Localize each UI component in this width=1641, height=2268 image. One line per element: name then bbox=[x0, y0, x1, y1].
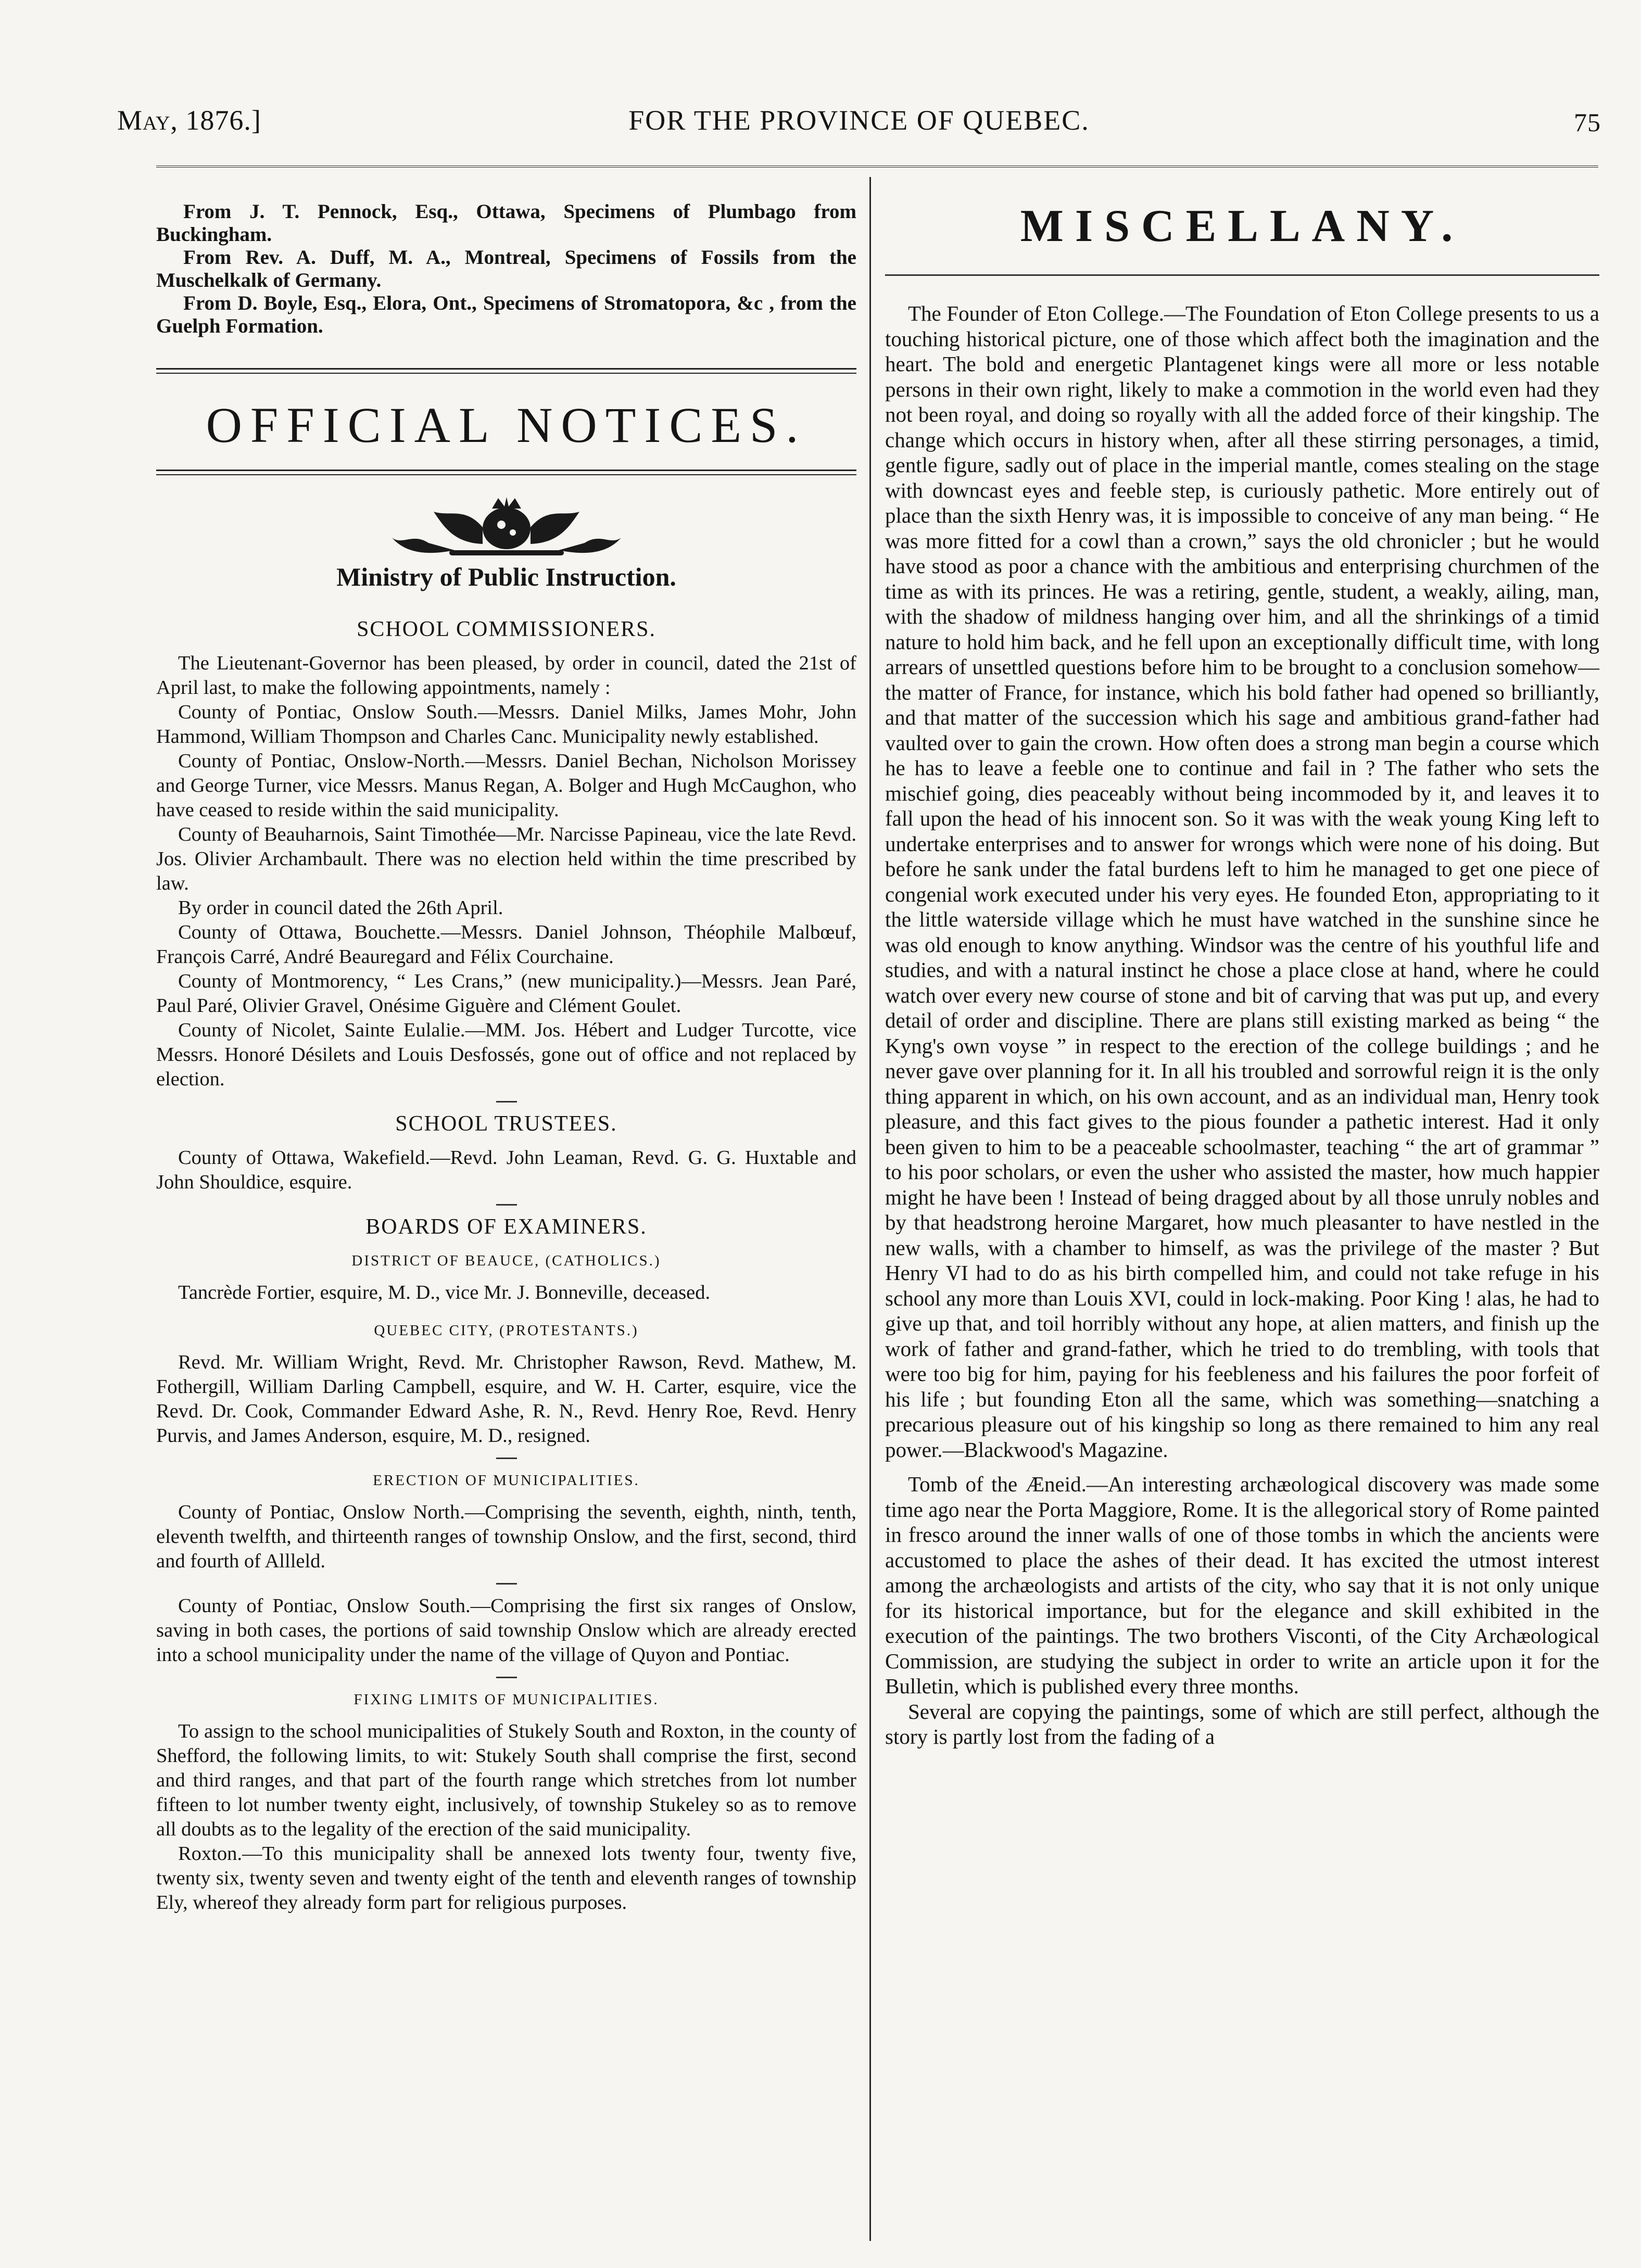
section-rule bbox=[156, 470, 856, 475]
royal-arms-emblem-icon bbox=[371, 496, 642, 559]
donation-entry: From Rev. A. Duff, M. A., Montreal, Specimens of Fossils from the Muschelkalk of Germany. bbox=[156, 246, 856, 292]
notice-paragraph: County of Pontiac, Onslow North.—Comprising the seventh, eighth, ninth, tenth, eleventh twelfth, and thirteenth ranges of township Onslow, and the first, second, third and fourth of Allleld. bbox=[156, 1501, 856, 1572]
notice-paragraph: Revd. Mr. William Wright, Revd. Mr. Christopher Rawson, Revd. Mathew, M. Fothergill, William Darling Campbell, esquire, and W. H. Carter, esquire, vice the Revd. Dr. Cook, Commander Edward Ashe, R. N., Revd. Henry Roe, Revd. Henry Purvis, and James Anderson, esquire, M. D., resigned. bbox=[156, 1351, 856, 1447]
paragraph-gap bbox=[885, 1462, 1599, 1472]
notice-paragraph: County of Beauharnois, Saint Timothée—Mr. Narcisse Papineau, vice the late Revd. Jos. Olivier Archambault. There was no election held within the time prescribed by law. bbox=[156, 823, 856, 894]
school-trustees-heading: SCHOOL TRUSTEES. bbox=[395, 1112, 617, 1136]
notice-paragraph: Roxton.—To this municipality shall be annexed lots twenty four, twenty five, twenty six, twenty seven and twenty eight of the tenth and eleventh ranges of township Ely, whereof they already form part for religious purposes. bbox=[156, 1843, 856, 1914]
column-separator bbox=[869, 177, 871, 2241]
school-commissioners-heading: SCHOOL COMMISSIONERS. bbox=[357, 617, 656, 641]
left-column bbox=[156, 200, 856, 1915]
header-rule bbox=[156, 166, 1598, 172]
notice-paragraph: County of Pontiac, Onslow South.—Comprising the first six ranges of Onslow, saving in both cases, the portions of said township Onslow which are already erected into a school municipality under the name of the village of Quyon and Pontiac. bbox=[156, 1595, 856, 1666]
notice-paragraph: County of Ottawa, Wakefield.—Revd. John Leaman, Revd. G. G. Huxtable and John Shouldice, esquire. bbox=[156, 1147, 856, 1193]
dash-divider bbox=[496, 1101, 517, 1103]
donation-entry: From D. Boyle, Esq., Elora, Ont., Specimens of Stromatopora, &c , from the Guelph Formation. bbox=[156, 292, 856, 337]
article-paragraph: The Founder of Eton College.—The Foundation of Eton College presents to us a touching historical picture, one of those which affect both the imagination and the heart. The bold and energetic Plantagenet kings were all more or less notable persons in their own right, likely to make a commotion in the world even had they not been royal, and doing so royally with all the added force of their kingship. The change which occurs in history when, after all these stirring personages, a timid, gentle figure, sadly out of place in the imperial mantle, comes stealing on the stage with downcast eyes and feeble step, is curiously pathetic. More entirely out of place than the sixth Henry was, it is impossible to conceive of any man being. “ He was more fitted for a cowl than a crown,” says the old chronicler ; but he would have stood as poor a chance with the ambitious and enterprising churchmen of the time as with its princes. He was a retiring, gentle, student, a weakly, ailing, man, with the shadow of mildness hanging over him, and all the shrinkings of a timid nature to hold him back, and he fell upon an exceptionally difficult time, with long arrears of unsettled questions before him to be brought to a conclusion somehow—the matter of France, for instance, which his bold father had opened so brilliantly, and that matter of the succession which his sage and ambitious grand-father had vaulted over to gain the crown. How often does a strong man begin a course which he has to leave a feeble one to continue and fail in ? The father who sets the mischief going, dies peaceably without being incommoded by it, and leaves it to fall upon the head of his innocent son. So it was with the weak young King left to undertake enterprises and to answer for wrongs which were none of his doing. But before he sank under the fatal burdens left to him he managed to get one piece of congenial work executed under his very eyes. He founded Eton, appropriating to it the little waterside village which he must have watched in the sunshine since he was old enough to know anything. Windsor was the centre of his youthful life and studies, and with a natural instinct he chose a place close at hand, where he could watch over every new course of stone and bit of carving that was put up, and every detail of order and discipline. There are plans still existing marked as being “ the Kyng's own voyse ” in respect to the erection of the college buildings ; and he never gave over planning for it. In all his troubled and sorrowful reign it is the only thing apparent in which, on his own account, and as an individual man, Henry took pleasure, and this fact gives to the pious founder a pathetic interest. Had it only been given to him to be a peaceable schoolmaster, teaching “ the art of grammar ” to his poor scholars, or even the usher who assisted the master, how much happier might he have been ! Instead of being dragged about by all those unruly nobles and by that headstrong heroine Margaret, how much pleasanter to have nestled in the new walls, with a chamber to himself, as was the privilege of the master ? But Henry VI had to do as his birth compelled him, and could not take refuge in his school any more than Louis XVI, could in lock-making. Poor King ! alas, he had to give up that, and toil horribly without any hope, at alien matters, and finish up the work of father and grand-father, which he tried to do trembling, with tools that were too big for him, paying for his feebleness and his failures the poor forfeit of his life ; but founding Eton all the same, which was something—snatching a precarious pleasure out of his kingship so long as there remained to him any real power.—Blackwood's Magazine. bbox=[885, 301, 1599, 1462]
notice-paragraph: The Lieutenant-Governor has been pleased, by order in council, dated the 21st of April last, to make the following appointments, namely : bbox=[156, 652, 856, 699]
section-rule bbox=[156, 368, 856, 374]
erection-heading: ERECTION OF MUNICIPALITIES. bbox=[373, 1472, 640, 1489]
fixing-limits-heading: FIXING LIMITS OF MUNICIPALITIES. bbox=[354, 1691, 659, 1708]
right-column bbox=[885, 200, 1599, 1750]
ministry-heading: Ministry of Public Instruction. bbox=[336, 562, 676, 591]
notice-paragraph: County of Montmorency, “ Les Crans,” (new municipality.)—Messrs. Jean Paré, Paul Paré, Olivier Gravel, Onésime Giguère and Clément Goulet. bbox=[156, 970, 856, 1017]
article-paragraph: Tomb of the Æneid.—An interesting archæological discovery was made some time ago near the Porta Maggiore, Rome. It is the allegorical story of Rome painted in fresco around the inner walls of one of those tombs in which the ancients were accustomed to place the ashes of their dead. It has excited the utmost interest among the archæologists and artists of the city, who say that it is not only unique for its historical importance, but for the elegance and skill exhibited in the execution of the paintings. The two brothers Visconti, of the City Archæological Commission, are studying the subject in order to write an article upon it for the Bulletin, which is published every three months. bbox=[885, 1472, 1599, 1698]
section-rule bbox=[885, 274, 1599, 276]
dash-divider bbox=[496, 1204, 517, 1206]
page-number: 75 bbox=[1574, 108, 1601, 137]
notice-paragraph: County of Nicolet, Sainte Eulalie.—MM. Jos. Hébert and Ludger Turcotte, vice Messrs. Honoré Désilets and Louis Desfossés, gone out of office and not replaced by election. bbox=[156, 1019, 856, 1090]
miscellany-title: MISCELLANY. bbox=[1020, 201, 1465, 251]
dash-divider bbox=[496, 1677, 517, 1678]
notice-paragraph: County of Pontiac, Onslow South.—Messrs. Daniel Milks, James Mohr, John Hammond, William Thompson and Charles Canc. Municipality newly established. bbox=[156, 701, 856, 747]
notice-paragraph: Tancrède Fortier, esquire, M. D., vice Mr. J. Bonneville, deceased. bbox=[178, 1282, 711, 1303]
donations-list bbox=[156, 200, 856, 338]
notice-paragraph: County of Ottawa, Bouchette.—Messrs. Daniel Johnson, Théophile Malbœuf, François Carré, André Beauregard and Félix Courchaine. bbox=[156, 921, 856, 968]
running-head bbox=[117, 104, 1601, 146]
journal-title: FOR THE PROVINCE OF QUEBEC. bbox=[628, 105, 1090, 136]
dash-divider bbox=[496, 1583, 517, 1585]
official-notices-title: OFFICIAL NOTICES. bbox=[206, 397, 807, 453]
issue-date: May, 1876.] bbox=[117, 105, 261, 136]
article-paragraph: Several are copying the paintings, some of which are still perfect, although the story is partly lost from the fading of a bbox=[885, 1699, 1599, 1748]
district-heading: QUEBEC CITY, (PROTESTANTS.) bbox=[374, 1322, 639, 1339]
donation-entry: From J. T. Pennock, Esq., Ottawa, Specimens of Plumbago from Buckingham. bbox=[156, 200, 856, 246]
notice-paragraph: By order in council dated the 26th April. bbox=[178, 897, 503, 919]
district-heading: DISTRICT OF BEAUCE, (CATHOLICS.) bbox=[351, 1252, 661, 1269]
boards-of-examiners-heading: BOARDS OF EXAMINERS. bbox=[365, 1215, 647, 1239]
notice-paragraph: County of Pontiac, Onslow-North.—Messrs. Daniel Bechan, Nicholson Morissey and George Turner, vice Messrs. Manus Regan, A. Bolger and Hugh McCaughon, who have ceased to reside within the said municipality. bbox=[156, 750, 856, 821]
dash-divider bbox=[496, 1458, 517, 1459]
notice-paragraph: To assign to the school municipalities of Stukely South and Roxton, in the county of Shefford, the following limits, to wit: Stukely South shall comprise the first, second and third ranges, and that part of the fourth range which stretches from lot number fifteen to lot number twenty eight, inclusively, of township Stukeley so as to remove all doubts as to the legality of the erection of the said municipality. bbox=[156, 1720, 856, 1840]
